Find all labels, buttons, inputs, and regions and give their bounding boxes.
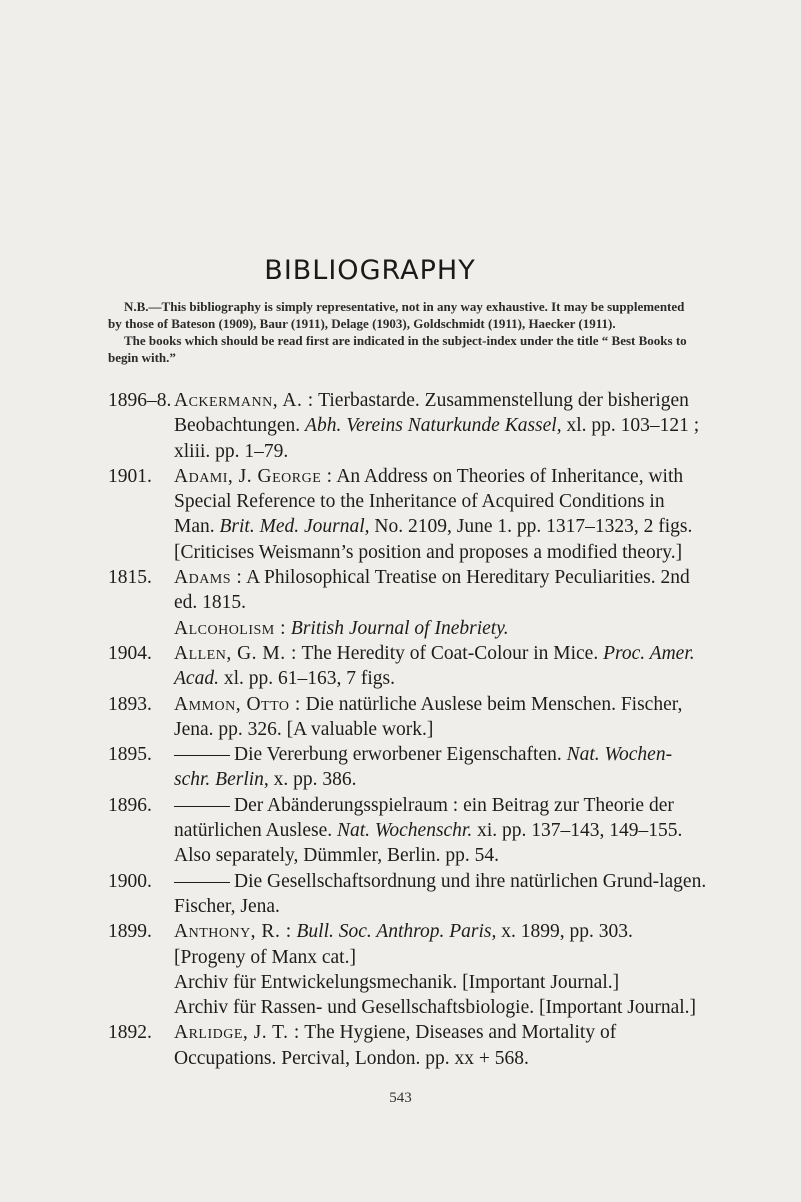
entry-year: 1815. (108, 567, 152, 589)
entry-details: xi. pp. 137–143, 149–155. Also separately, Dümmler, Berlin. pp. 54. (174, 820, 683, 867)
note-paragraph-1: N.B.—This bibliography is simply representative, not in any way exhaustive. It may be supplemented by those of Bateson (1909), Baur (1911), Delage (1903), Goldschmidt (1911), Haecker (1911). (108, 299, 685, 331)
entry-title: Die Gesellschaftsordnung und ihre natürlichen Grund-lagen. Fischer, Jena. (174, 870, 707, 917)
entry-year: 1900. (108, 870, 152, 892)
bibliography-entry (108, 388, 708, 464)
entry-title: Die natürliche Auslese beim Menschen. Fischer, Jena. pp. 326. [A valuable work.] (174, 693, 683, 740)
entry-details: xl. pp. 103–121 ; xliii. pp. 1–79. (174, 415, 700, 462)
entry-details: No. 2109, June 1. pp. 1317–1323, 2 figs. [Criticises Weismann’s position and proposes a modified theory.] (174, 516, 693, 563)
entry-year (108, 616, 174, 641)
entry-year: 1896. (108, 794, 152, 816)
entry-journal: Proc. Amer. Acad. (174, 642, 695, 690)
bibliography-entry (108, 1020, 708, 1071)
entry-year: 1892. (108, 1022, 152, 1044)
entry-journal: Bull. Soc. Anthrop. Paris, (296, 921, 497, 943)
entry-text (174, 742, 708, 793)
entry-title: Archiv für Entwickelungsmechanik. [Important Journal.] (174, 971, 620, 993)
bibliography-entry (108, 970, 708, 995)
entry-author: Allen, G. M. : (174, 642, 297, 664)
ditto-dash (174, 806, 230, 807)
entry-title: A Philosophical Treatise on Hereditary Peculiarities. 2nd ed. 1815. (174, 567, 690, 614)
entry-journal: Abh. Vereins Naturkunde Kassel, (305, 415, 562, 437)
bibliography-entries (108, 388, 708, 1071)
entry-year: 1896–8. (108, 390, 172, 411)
page-title: BIBLIOGRAPHY (264, 255, 476, 286)
entry-text (174, 970, 708, 995)
entry-details: xl. pp. 61–163, 7 figs. (218, 668, 395, 690)
entry-title: An Address on Theories of Inheritance, with Special Reference to the Inheritance of Acquired Conditions in Man. (174, 465, 684, 538)
entry-author: Arlidge, J. T. : (174, 1022, 300, 1044)
bibliography-entry (108, 793, 708, 869)
bibliography-entry (108, 565, 708, 616)
entry-title: The Hygiene, Diseases and Mortality of Occupations. Percival, London. pp. xx + 568. (174, 1022, 617, 1069)
ditto-dash (174, 882, 230, 883)
entry-text (174, 692, 708, 743)
entry-year: 1899. (108, 921, 152, 943)
entry-journal: British Journal of Inebriety. (290, 617, 509, 639)
entry-year: 1893. (108, 693, 152, 715)
entry-text (174, 616, 708, 641)
bibliography-entry (108, 616, 708, 641)
entry-title: Tierbastarde. Zusammenstellung der bisherigen Beobachtungen. (174, 390, 689, 437)
entry-text (174, 464, 708, 565)
entry-year: 1901. (108, 465, 152, 487)
entry-year (108, 970, 174, 995)
bibliography-entry (108, 692, 708, 743)
entry-year: 1904. (108, 642, 152, 664)
page-number: 543 (389, 1090, 412, 1106)
entry-text (174, 565, 708, 616)
entry-author: Anthony, R. : (174, 921, 292, 943)
entry-title: Archiv für Rassen- und Gesellschaftsbiologie. [Important Journal.] (174, 997, 697, 1019)
entry-author: Adams : (174, 567, 243, 589)
entry-year (108, 995, 174, 1020)
entry-text (174, 641, 708, 692)
entry-text (174, 869, 708, 920)
entry-author: Ammon, Otto : (174, 693, 301, 715)
entry-author: Adami, J. George : (174, 465, 333, 487)
entry-title: Die Vererbung erworbener Eigenschaften. (234, 744, 567, 766)
bibliography-entry (108, 464, 708, 565)
entry-text (174, 919, 708, 970)
bibliography-entry (108, 742, 708, 793)
entry-text (174, 995, 708, 1020)
bibliography-entry (108, 919, 708, 970)
note-paragraph-2: The books which should be read first are indicated in the subject-index under the title “ Best Books to begin with.” (108, 333, 687, 365)
entry-journal: Nat. Wochenschr. (337, 820, 473, 842)
bibliography-note (108, 298, 688, 366)
entry-details: x. 1899, pp. 303. [Progeny of Manx cat.] (174, 921, 633, 968)
entry-text (174, 388, 708, 464)
entry-author: Alcoholism : (174, 617, 287, 639)
bibliography-entry (108, 641, 708, 692)
ditto-dash (174, 755, 230, 756)
entry-year: 1895. (108, 744, 152, 766)
bibliography-entry (108, 869, 708, 920)
entry-text (174, 1020, 708, 1071)
bibliography-entry (108, 995, 708, 1020)
entry-journal: Brit. Med. Journal, (219, 516, 370, 538)
entry-title: Der Abänderungsspielraum : ein Beitrag zur Theorie der natürlichen Auslese. (174, 794, 674, 842)
entry-author: Ackermann, A. : (174, 390, 314, 411)
entry-text (174, 793, 708, 869)
entry-details: x. pp. 386. (268, 769, 357, 791)
entry-journal: Nat. Wochen-schr. Berlin, (174, 744, 673, 791)
entry-title: The Heredity of Coat-Colour in Mice. (296, 642, 604, 664)
